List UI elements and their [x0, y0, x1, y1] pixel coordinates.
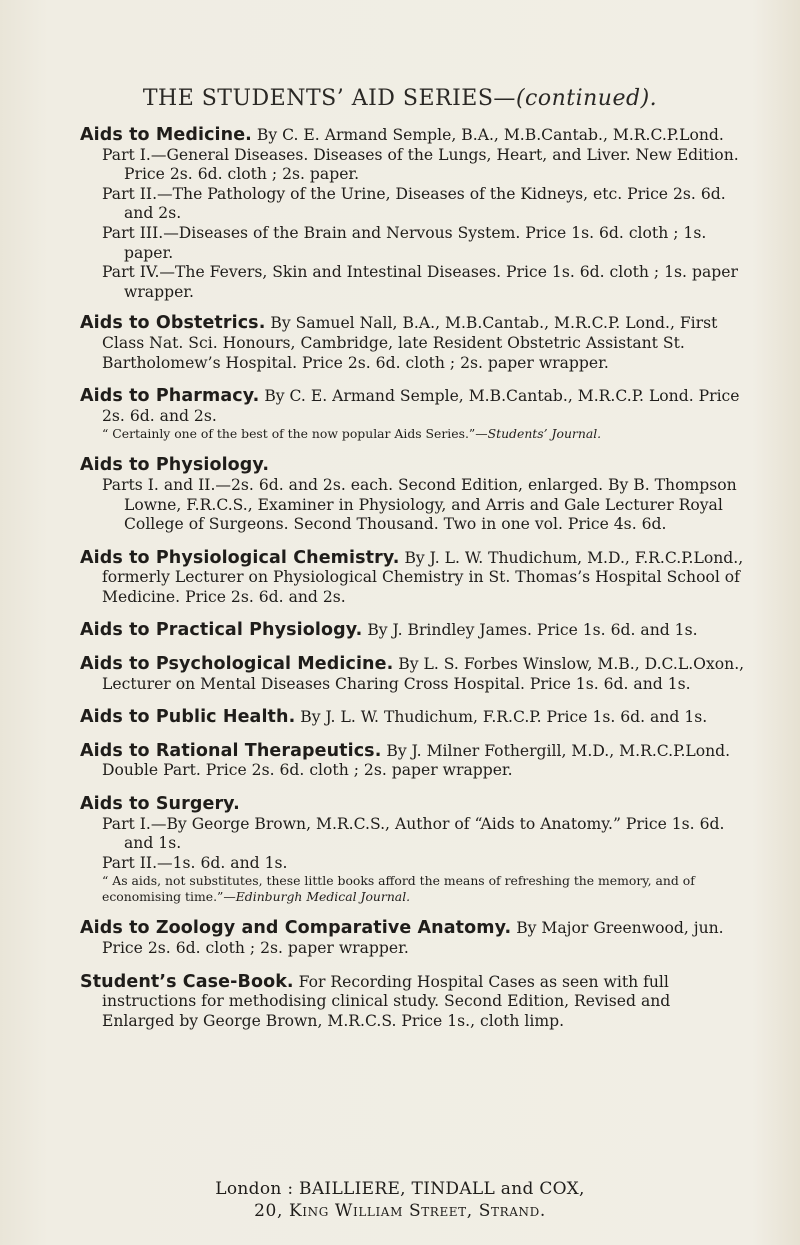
- continued-label: (continued).: [515, 86, 658, 111]
- quote-source: Students’ Journal.: [487, 426, 602, 442]
- entry-title: Aids to Practical Physiology.: [80, 620, 363, 641]
- entry-part: Part IV.—The Fevers, Skin and Intestinal Diseases. Price 1s. 6d. cloth ; 1s. paper wrapper.: [102, 263, 738, 301]
- entry-heading: [80, 919, 746, 958]
- quote-source: Edinburgh Medical Journal.: [235, 889, 411, 905]
- running-head: [0, 86, 800, 111]
- catalogue-entry-medicine: [80, 126, 746, 302]
- publisher-imprint: [0, 1178, 800, 1222]
- entry-part: Part I.—By George Brown, M.R.C.S., Author of “Aids to Anatomy.” Price 1s. 6d. and 1s.: [102, 814, 725, 853]
- entry-title: Aids to Physiology.: [80, 455, 270, 476]
- entry-description: By Samuel Nall, B.A., M.B.Cantab., M.R.C.P. Lond., First Class Nat. Sci. Honours, Cambridge, late Resident Obstetric Assistant St. Bartholomew’s Hospital. Price 2s. 6d. cloth ; 2s. paper wrapper.: [102, 314, 718, 372]
- entry-heading: [80, 549, 746, 608]
- entry-title: Aids to Zoology and Comparative Anatomy.: [80, 918, 512, 939]
- entry-part: Part II.—1s. 6d. and 1s.: [102, 853, 288, 872]
- entry-heading: [80, 973, 746, 1032]
- catalogue-entry-obstetrics: [80, 314, 746, 373]
- quote-text: “ Certainly one of the best of the now popular Aids Series.”—: [102, 426, 488, 442]
- catalogue-entry-rational-therapeutics: [80, 742, 746, 781]
- entry-description: By J. Brindley James. Price 1s. 6d. and 1s.: [362, 621, 698, 640]
- review-quote: [102, 873, 746, 905]
- entry-title: Aids to Physiological Chemistry.: [80, 547, 400, 568]
- entry-description: By Major Greenwood, jun. Price 2s. 6d. cloth ; 2s. paper wrapper.: [102, 919, 724, 957]
- entry-heading: [80, 795, 746, 815]
- entry-title: Aids to Psychological Medicine.: [80, 654, 394, 675]
- entry-title: Aids to Obstetrics.: [80, 313, 266, 334]
- catalogue-entry-pharmacy: [80, 387, 746, 442]
- entry-heading: [80, 708, 746, 728]
- catalogue-entry-surgery: [80, 795, 746, 905]
- catalogue-entry-case-book: [80, 973, 746, 1032]
- catalogue-entry-physiological-chemistry: [80, 549, 746, 608]
- entry-heading: [80, 387, 746, 426]
- catalogue-list: [80, 126, 746, 1045]
- series-title: THE STUDENTS’ AID SERIES—: [142, 86, 516, 111]
- catalogue-entry-practical-physiology: [80, 621, 746, 641]
- entry-part: Part III.—Diseases of the Brain and Nervous System. Price 1s. 6d. cloth ; 1s. paper.: [102, 223, 707, 262]
- entry-heading: [80, 621, 746, 641]
- entry-part: Part I.—General Diseases. Diseases of the Lungs, Heart, and Liver. New Edition. Price 2s. 6d. cloth ; 2s. paper.: [102, 145, 739, 184]
- entry-description: By C. E. Armand Semple, M.B.Cantab., M.R.C.P. Lond. Price 2s. 6d. and 2s.: [102, 387, 740, 425]
- entry-title: Aids to Public Health.: [80, 707, 296, 728]
- entry-heading: [80, 655, 746, 694]
- entry-description: For Recording Hospital Cases as seen with full instructions for methodising clinical study. Second Edition, Revised and Enlarged by George Brown, M.R.C.S. Price 1s., cloth limp.: [102, 972, 671, 1030]
- catalogue-entry-psychological-medicine: [80, 655, 746, 694]
- entry-description: By J. L. W. Thudichum, M.D., F.R.C.P.Lond., formerly Lecturer on Physiological Chemistry in St. Thomas’s Hospital School of Medicine. Price 2s. 6d. and 2s.: [102, 548, 744, 606]
- entry-title: Aids to Pharmacy.: [80, 386, 260, 407]
- imprint-line-2: 20, King William Street, Strand.: [254, 1201, 546, 1221]
- catalogue-entry-zoology: [80, 919, 746, 958]
- entry-description: By J. L. W. Thudichum, F.R.C.P. Price 1s. 6d. and 1s.: [295, 708, 708, 727]
- entry-heading: [80, 742, 746, 781]
- entry-description: By L. S. Forbes Winslow, M.B., D.C.L.Oxon., Lecturer on Mental Diseases Charing Cross Hospital. Price 1s. 6d. and 1s.: [102, 655, 745, 693]
- quote-text: “ As aids, not substitutes, these little books afford the means of refreshing the memory, and of economising time.”—: [102, 873, 695, 905]
- entry-heading: [80, 126, 746, 146]
- entry-heading: [80, 314, 746, 373]
- review-quote: [102, 426, 746, 442]
- entry-title: Aids to Surgery.: [80, 794, 240, 815]
- entry-title: Aids to Medicine.: [80, 125, 252, 145]
- imprint-line-1: London : BAILLIERE, TINDALL and COX,: [215, 1179, 585, 1199]
- entry-title: Aids to Rational Therapeutics.: [80, 740, 382, 761]
- entry-description: By J. Milner Fothergill, M.D., M.R.C.P.Lond. Double Part. Price 2s. 6d. cloth ; 2s. paper wrapper.: [102, 741, 731, 780]
- entry-part: Part II.—The Pathology of the Urine, Diseases of the Kidneys, etc. Price 2s. 6d. and 2s.: [102, 184, 726, 223]
- entry-title: Student’s Case-Book.: [80, 971, 294, 992]
- catalogue-entry-physiology: [80, 456, 746, 534]
- entry-description: Parts I. and II.—2s. 6d. and 2s. each. Second Edition, enlarged. By B. Thompson Lowne, F.R.C.S., Examiner in Physiology, and Arris and Gale Lecturer Royal College of Surgeons. Second Thousand. Two in one vol. Price 4s. 6d.: [102, 475, 737, 534]
- catalogue-entry-public-health: [80, 708, 746, 728]
- entry-heading: [80, 456, 746, 476]
- entry-description: By C. E. Armand Semple, B.A., M.B.Cantab., M.R.C.P.Lond.: [251, 126, 724, 144]
